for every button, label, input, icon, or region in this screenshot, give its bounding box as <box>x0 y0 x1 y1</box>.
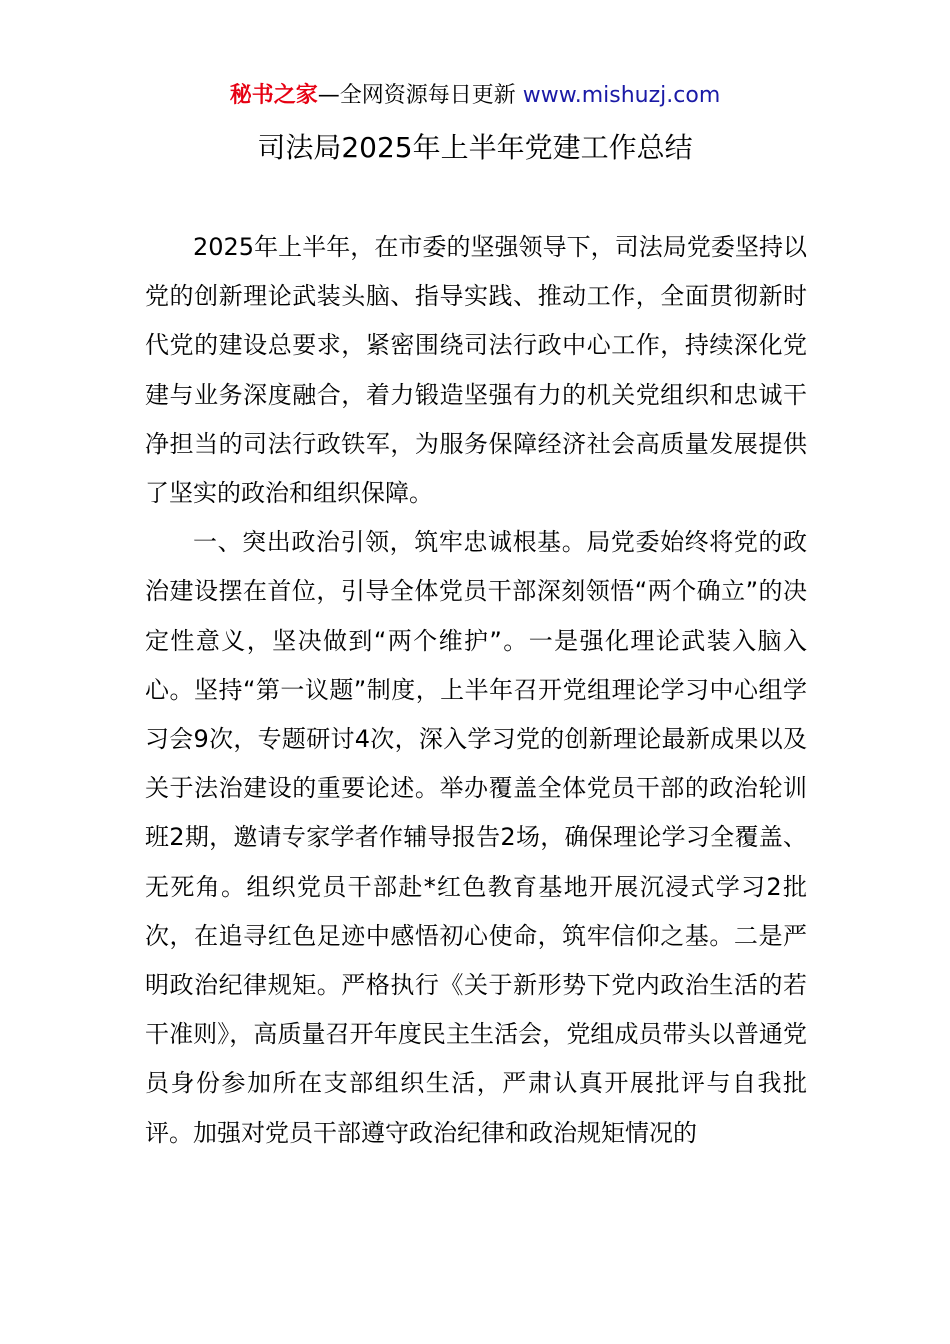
paragraph-section-1: 一、突出政治引领，筑牢忠诚根基。局党委始终将党的政治建设摆在首位，引导全体党员干部深刻领悟“两个确立”的决定性意义，坚决做到“两个维护”。一是强化理论武装入脑入心。坚持“第一议题”制度，上半年召开党组理论学习中心组学习会9次，专题研讨4次，深入学习党的创新理论最新成果以及关于法治建设的重要论述。举办覆盖全体党员干部的政治轮训班2期，邀请专家学者作辅导报告2场，确保理论学习全覆盖、无死角。组织党员干部赴*红色教育基地开展沉浸式学习2批次，在追寻红色足迹中感悟初心使命，筑牢信仰之基。二是严明政治纪律规矩。严格执行《关于新形势下党内政治生活的若干准则》，高质量召开年度民主生活会，党组成员带头以普通党员身份参加所在支部组织生活，严肃认真开展批评与自我批评。加强对党员干部遵守政治纪律和政治规矩情况的 <box>145 528 807 1147</box>
paragraph-intro: 2025年上半年，在市委的坚强领导下，司法局党委坚持以党的创新理论武装头脑、指导实践、推动工作，全面贯彻新时代党的建设总要求，紧密围绕司法行政中心工作，持续深化党建与业务深度融合，着力锻造坚强有力的机关党组织和忠诚干净担当的司法行政铁军，为服务保障经济社会高质量发展提供了坚实的政治和组织保障。 <box>145 233 807 508</box>
document-title: 司法局2025年上半年党建工作总结 <box>257 131 693 164</box>
site-header <box>0 80 950 112</box>
header-tagline: —全网资源每日更新 <box>317 83 516 108</box>
document-body <box>145 223 807 1158</box>
brand-name: 秘书之家 <box>229 83 318 108</box>
site-link[interactable]: www.mishuzj.com <box>522 83 721 108</box>
